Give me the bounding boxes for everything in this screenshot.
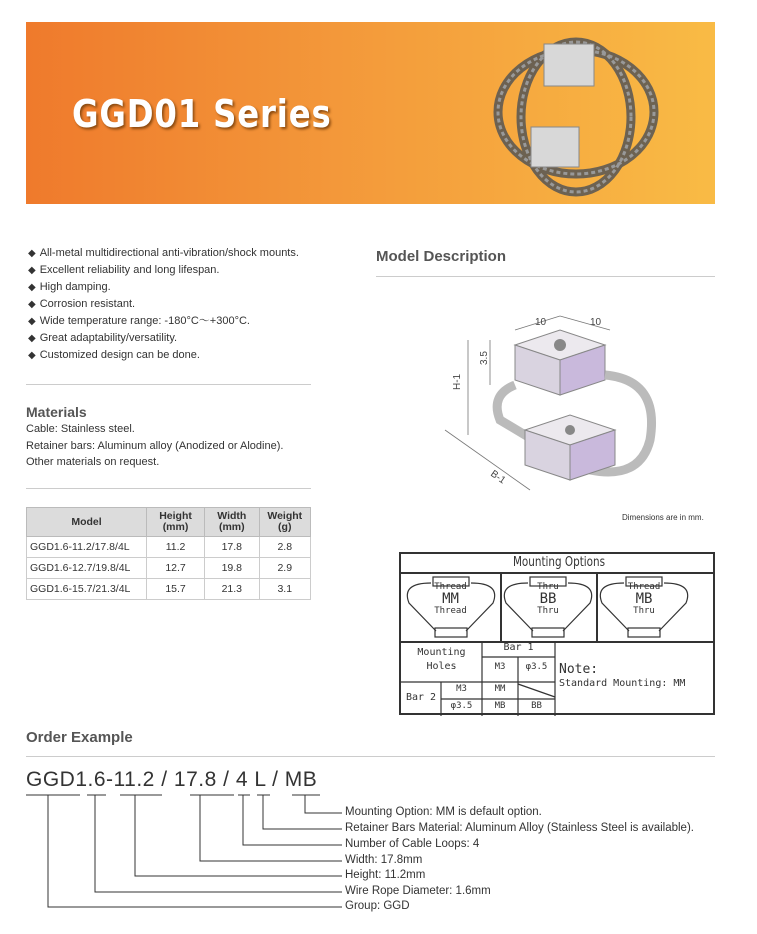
spec-table bbox=[26, 507, 311, 600]
bar2-m3: M3 bbox=[456, 684, 467, 694]
bar1-m3: M3 bbox=[494, 662, 506, 672]
order-label-material: Retainer Bars Material: Aluminum Alloy (Stainless Steel is available). bbox=[345, 822, 694, 834]
cell: 17.8 bbox=[205, 537, 259, 558]
cell: GGD1.6-15.7/21.3/4L bbox=[27, 579, 147, 600]
option-code: MB bbox=[635, 591, 653, 607]
mounting-option-bb bbox=[500, 582, 596, 616]
code-sep: / bbox=[272, 768, 279, 791]
bar2-d35: φ3.5 bbox=[450, 701, 473, 711]
order-example-heading: Order Example bbox=[26, 729, 133, 746]
code-loops: 4 bbox=[235, 768, 248, 791]
divider bbox=[26, 488, 311, 489]
cell: GGD1.6-12.7/19.8/4L bbox=[27, 558, 147, 579]
code-material: L bbox=[254, 768, 266, 791]
dimensions-note: Dimensions are in mm. bbox=[622, 513, 704, 522]
col-weight: Weight (g) bbox=[259, 508, 310, 537]
materials-text bbox=[26, 421, 283, 471]
code-group: GGD bbox=[26, 768, 76, 791]
option-top-label: Thread bbox=[434, 582, 467, 592]
bar2-label: Bar 2 bbox=[405, 692, 437, 703]
feature-item: ◆ Customized design can be done. bbox=[28, 347, 299, 364]
cell: 2.9 bbox=[259, 558, 310, 579]
dim-h: H-1 bbox=[452, 373, 463, 390]
option-bottom-label: Thru bbox=[537, 606, 559, 616]
option-code: MM bbox=[442, 591, 459, 607]
dim-a: 10 bbox=[535, 317, 547, 328]
mounting-option-mb bbox=[596, 582, 692, 616]
mounting-option-mm bbox=[401, 582, 500, 616]
dim-w: B-1 bbox=[488, 468, 508, 487]
order-label-loops: Number of Cable Loops: 4 bbox=[345, 838, 480, 850]
material-line: Cable: Stainless steel. bbox=[26, 423, 135, 435]
dim-3: 3.5 bbox=[479, 351, 490, 365]
note-label: Note: bbox=[559, 662, 599, 677]
feature-item: ◆ Excellent reliability and long lifespan. bbox=[28, 262, 299, 279]
material-line: Retainer bars: Aluminum alloy (Anodized or Alodine). bbox=[26, 439, 284, 452]
divider bbox=[376, 276, 715, 277]
cell-mm: MM bbox=[494, 684, 506, 694]
code-width: 17.8 bbox=[173, 768, 217, 791]
divider bbox=[26, 756, 715, 757]
table-row bbox=[27, 558, 311, 579]
cell: 19.8 bbox=[205, 558, 259, 579]
note-text: Standard Mounting: MM bbox=[559, 678, 686, 689]
cell: 21.3 bbox=[205, 579, 259, 600]
page-title: GGD01 Series bbox=[72, 92, 332, 136]
code-diameter: 1.6 bbox=[75, 768, 107, 791]
holes-label: Mounting Holes bbox=[417, 647, 466, 672]
dim-b: 10 bbox=[590, 317, 602, 328]
divider bbox=[26, 384, 311, 385]
cell: 2.8 bbox=[259, 537, 310, 558]
feature-list bbox=[28, 245, 299, 364]
feature-item: ◆ High damping. bbox=[28, 279, 299, 296]
dimension-drawing bbox=[430, 300, 670, 505]
code-height: 11.2 bbox=[113, 768, 155, 791]
option-bottom-label: Thread bbox=[434, 606, 467, 616]
table-row bbox=[27, 579, 311, 600]
order-label-diameter: Wire Rope Diameter: 1.6mm bbox=[345, 885, 491, 897]
bar1-label: Bar 1 bbox=[503, 642, 534, 653]
feature-item: ◆ Wide temperature range: -180°C～+300°C. bbox=[28, 313, 299, 330]
order-label-group: Group: GGD bbox=[345, 900, 410, 912]
order-leader-lines bbox=[0, 790, 345, 915]
code-sep: - bbox=[106, 768, 114, 791]
mounting-options-panel bbox=[399, 552, 715, 715]
bar1-d35: φ3.5 bbox=[525, 662, 548, 672]
code-sep: / bbox=[223, 768, 230, 791]
code-mounting: MB bbox=[284, 768, 318, 791]
option-top-label: Thread bbox=[627, 582, 661, 592]
cell: 11.2 bbox=[147, 537, 205, 558]
order-label-width: Width: 17.8mm bbox=[345, 854, 423, 866]
col-height: Height (mm) bbox=[147, 508, 205, 537]
cell-mb: MB bbox=[494, 701, 506, 711]
mounting-title: Mounting Options bbox=[512, 555, 606, 570]
cell-bb: BB bbox=[531, 701, 542, 711]
feature-item: ◆ Corrosion resistant. bbox=[28, 296, 299, 313]
product-image bbox=[476, 22, 676, 204]
option-code: BB bbox=[539, 591, 557, 607]
model-description-heading: Model Description bbox=[376, 248, 507, 265]
code-sep: / bbox=[161, 768, 168, 791]
option-top-label: Thru bbox=[537, 582, 559, 592]
cell: 12.7 bbox=[147, 558, 205, 579]
feature-item: ◆ Great adaptability/versatility. bbox=[28, 330, 299, 347]
feature-item: ◆ All-metal multidirectional anti-vibration/shock mounts. bbox=[28, 245, 299, 262]
material-line: Other materials on request. bbox=[26, 456, 160, 468]
materials-heading: Materials bbox=[26, 404, 87, 420]
col-width: Width (mm) bbox=[205, 508, 259, 537]
col-model: Model bbox=[27, 508, 147, 537]
order-label-height: Height: 11.2mm bbox=[345, 869, 426, 881]
cell: 3.1 bbox=[259, 579, 310, 600]
order-code bbox=[26, 768, 317, 792]
order-label-mounting: Mounting Option: MM is default option. bbox=[345, 806, 542, 818]
cell: 15.7 bbox=[147, 579, 205, 600]
cell: GGD1.6-11.2/17.8/4L bbox=[27, 537, 147, 558]
table-row bbox=[27, 537, 311, 558]
option-bottom-label: Thru bbox=[633, 606, 655, 616]
table-header bbox=[27, 508, 311, 537]
